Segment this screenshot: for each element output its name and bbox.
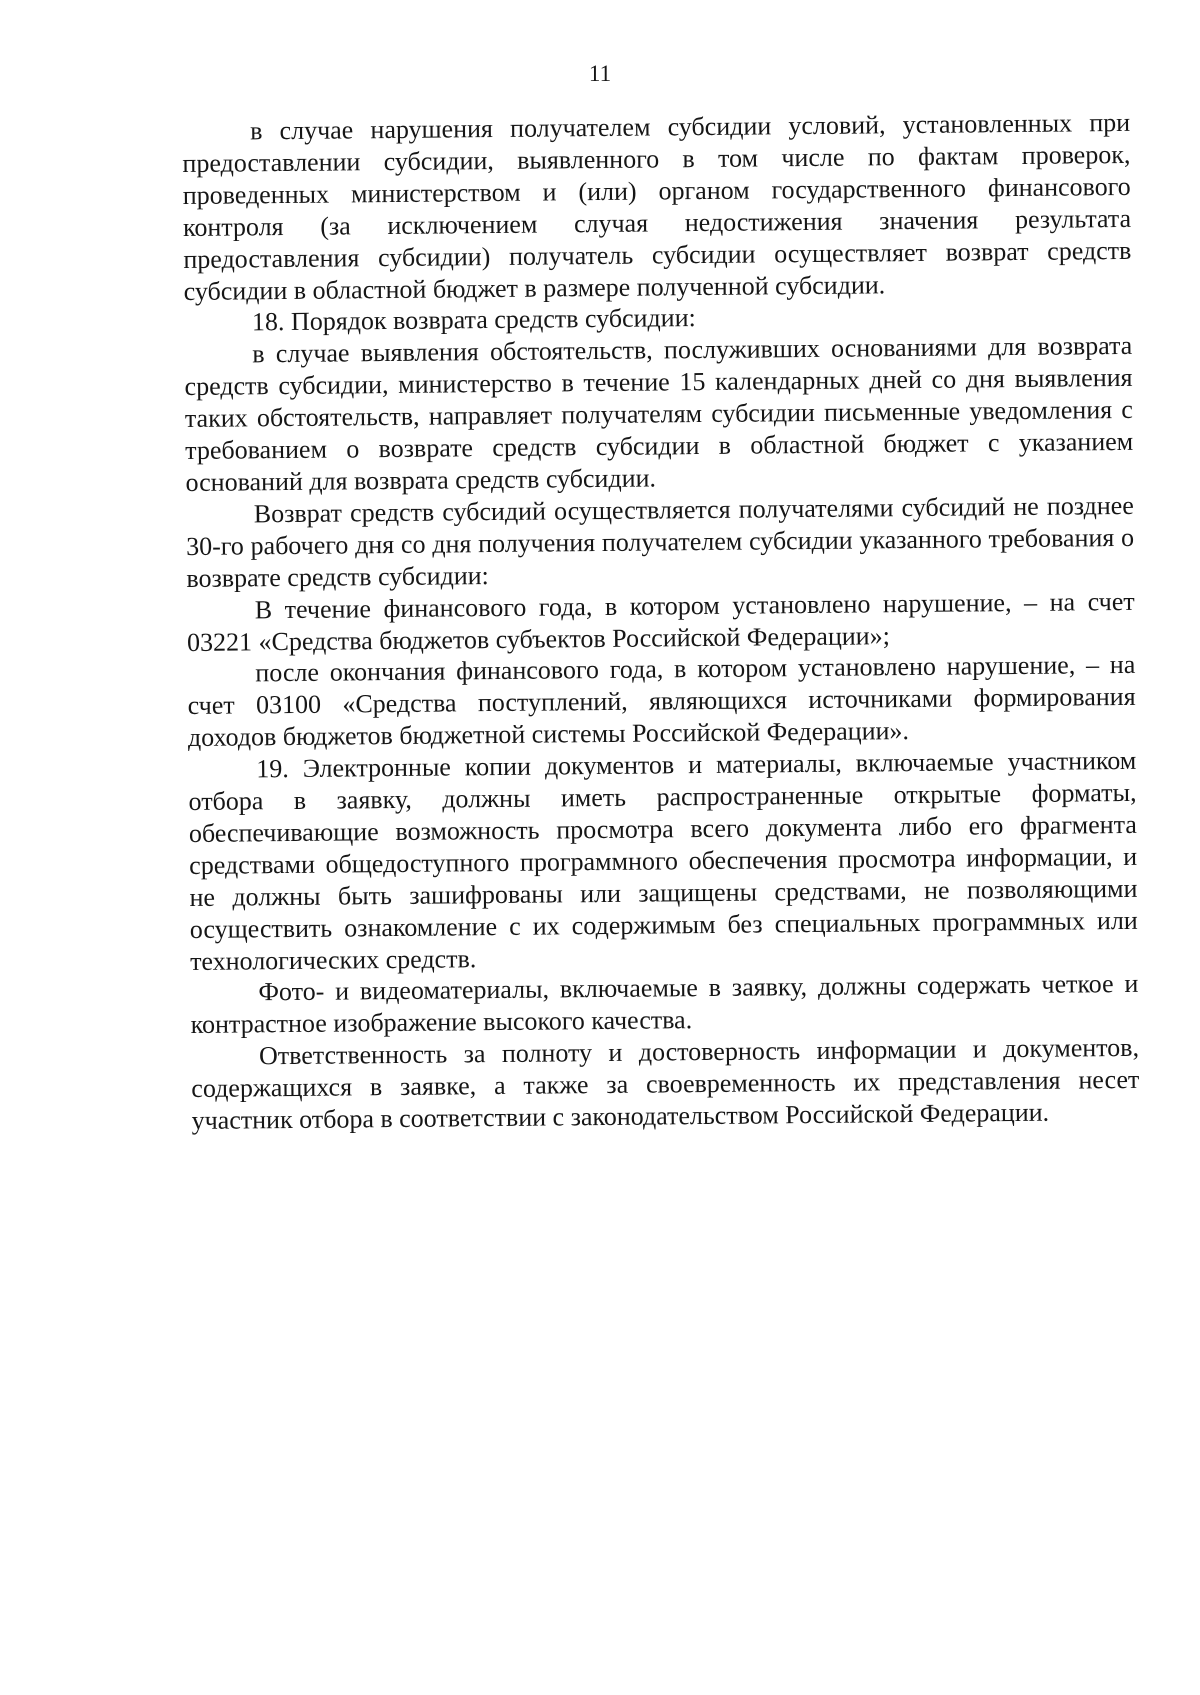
paragraph-responsibility: Ответственность за полноту и достоверность информации и документов, содержащихся в заявке, а также за своевременность их представления несет участник отбора в соответствии с законодательством Российской Федерации. <box>191 1033 1140 1136</box>
paragraph-photo-video: Фото- и видеоматериалы, включаемые в заявку, должны содержать четкое и контрастное изображение высокого качества. <box>190 969 1139 1040</box>
paragraph-account-03221: В течение финансового года, в котором установлено нарушение, – на счет 03221 «Средства бюджетов субъектов Российской Федерации»; <box>186 586 1135 657</box>
paragraph-refund-on-violation: в случае нарушения получателем субсидии условий, установленных при предоставлении субсидии, выявленного в том числе по фактам проверок, проведенных министерством и (или) органом государственного финансового контроля (за исключением случая недостижения значения результата предоставления субсидии) получатель субсидии осуществляет возврат средств субсидии в областной бюджет в размере полученной субсидии. <box>182 107 1132 306</box>
document-body <box>182 107 1140 1137</box>
page-number: 11 <box>588 61 612 86</box>
paragraph-notification: в случае выявления обстоятельств, послуживших основаниями для возврата средств субсидии, министерство в течение 15 календарных дней со дня выявления таких обстоятельств, направляет получателям субсидии письменные уведомления с требованием о возврате средств субсидии в областной бюджет с указанием оснований для возврата средств субсидии. <box>184 331 1134 497</box>
paragraph-refund-deadline: Возврат средств субсидий осуществляется получателями субсидий не позднее 30-го рабочего дня со дня получения получателем субсидии указанного требования о возврате средств субсидии: <box>185 490 1135 593</box>
paragraph-account-03100: после окончания финансового года, в котором установлено нарушение, – на счет 03100 «Средства поступлений, являющихся источниками формирования доходов бюджетов бюджетной системы Российской Федерации». <box>187 650 1136 753</box>
paragraph-19-electronic-copies: 19. Электронные копии документов и материалы, включаемые участником отбора в заявку, должны иметь распространенные открытые форматы, обеспечивающие возможность просмотра всего документа либо его фрагмента средствами общедоступного программного обеспечения просмотра информации, и не должны быть зашифрованы или защищены средствами, не позволяющими осуществить ознакомление с их содержимым без специальных программных или технологических средств. <box>188 745 1138 976</box>
paragraph-18-heading: 18. Порядок возврата средств субсидии: <box>251 303 696 337</box>
